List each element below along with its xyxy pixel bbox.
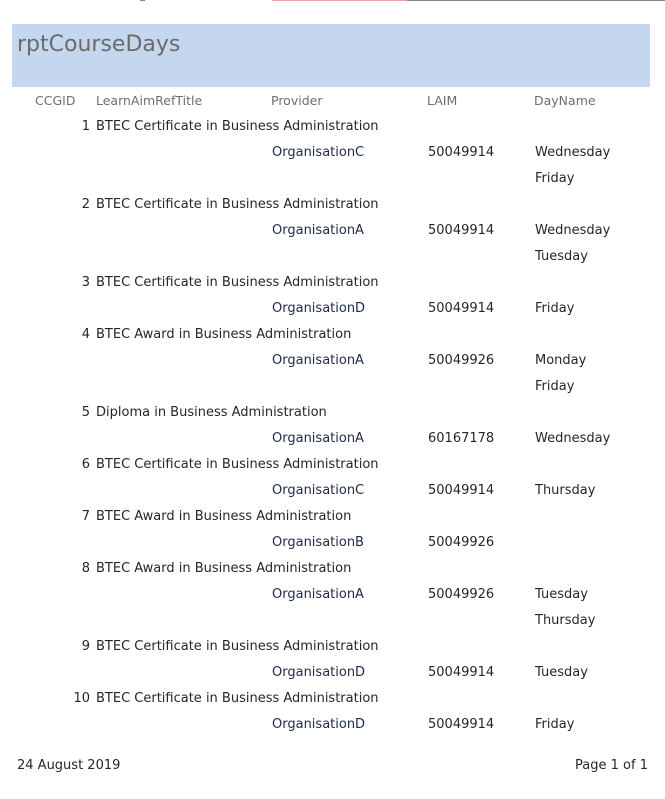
record-provider: OrganisationC (272, 145, 365, 160)
record-title: Diploma in Business Administration (96, 405, 327, 420)
tab-edge-left (140, 0, 145, 1)
record-laim: 50049926 (428, 353, 495, 368)
record-ccgid: 3 (81, 275, 90, 290)
record-ccgid: 7 (81, 509, 90, 524)
record-dayname: Tuesday (535, 249, 588, 264)
tab-edge-right (407, 0, 665, 1)
record-title: BTEC Certificate in Business Administration (96, 639, 379, 654)
record-provider: OrganisationB (272, 535, 364, 550)
record-ccgid: 9 (81, 639, 90, 654)
record-provider: OrganisationD (272, 301, 366, 316)
record-title: BTEC Certificate in Business Administration (96, 197, 379, 212)
column-header-title: LearnAimRefTitle (96, 93, 203, 108)
record-ccgid: 4 (81, 327, 90, 342)
record-ccgid: 5 (81, 405, 90, 420)
record-ccgid: 2 (81, 197, 90, 212)
record-dayname: Tuesday (535, 665, 588, 680)
report-header-band (12, 24, 650, 87)
column-header-provider: Provider (271, 93, 323, 108)
record-provider: OrganisationA (272, 587, 364, 602)
record-title: BTEC Certificate in Business Administration (96, 275, 379, 290)
record-provider: OrganisationD (272, 665, 366, 680)
record-laim: 50049914 (428, 223, 495, 238)
record-laim: 50049914 (428, 665, 495, 680)
record-dayname: Friday (535, 301, 575, 316)
record-laim: 50049914 (428, 301, 495, 316)
record-ccgid: 1 (81, 119, 90, 134)
record-provider: OrganisationA (272, 431, 364, 446)
record-laim: 50049914 (428, 717, 495, 732)
record-title: BTEC Certificate in Business Administration (96, 691, 379, 706)
record-provider: OrganisationA (272, 353, 364, 368)
record-dayname: Friday (535, 717, 575, 732)
record-dayname: Tuesday (535, 587, 588, 602)
record-dayname: Wednesday (535, 223, 611, 238)
record-ccgid: 8 (81, 561, 90, 576)
record-provider: OrganisationC (272, 483, 365, 498)
record-dayname: Friday (535, 171, 575, 186)
record-laim: 50049926 (428, 535, 495, 550)
record-dayname: Wednesday (535, 431, 611, 446)
record-ccgid: 6 (81, 457, 90, 472)
record-title: BTEC Award in Business Administration (96, 561, 352, 576)
column-header-dayname: DayName (534, 93, 596, 108)
record-provider: OrganisationD (272, 717, 366, 732)
column-header-laim: LAIM (427, 93, 458, 108)
column-header-ccgid: CCGID (35, 93, 76, 108)
record-laim: 60167178 (428, 431, 495, 446)
record-dayname: Friday (535, 379, 575, 394)
record-dayname: Wednesday (535, 145, 611, 160)
record-laim: 50049914 (428, 145, 495, 160)
record-dayname: Thursday (535, 613, 596, 628)
footer-page-number: Page 1 of 1 (575, 758, 648, 773)
tab-edge-active (272, 0, 407, 1)
record-laim: 50049914 (428, 483, 495, 498)
record-laim: 50049926 (428, 587, 495, 602)
report-title: rptCourseDays (17, 32, 181, 57)
record-dayname: Thursday (535, 483, 596, 498)
record-title: BTEC Award in Business Administration (96, 509, 352, 524)
record-title: BTEC Award in Business Administration (96, 327, 352, 342)
record-dayname: Monday (535, 353, 587, 368)
record-ccgid: 10 (73, 691, 90, 706)
record-title: BTEC Certificate in Business Administration (96, 457, 379, 472)
footer-date: 24 August 2019 (17, 758, 121, 773)
record-title: BTEC Certificate in Business Administration (96, 119, 379, 134)
record-provider: OrganisationA (272, 223, 364, 238)
